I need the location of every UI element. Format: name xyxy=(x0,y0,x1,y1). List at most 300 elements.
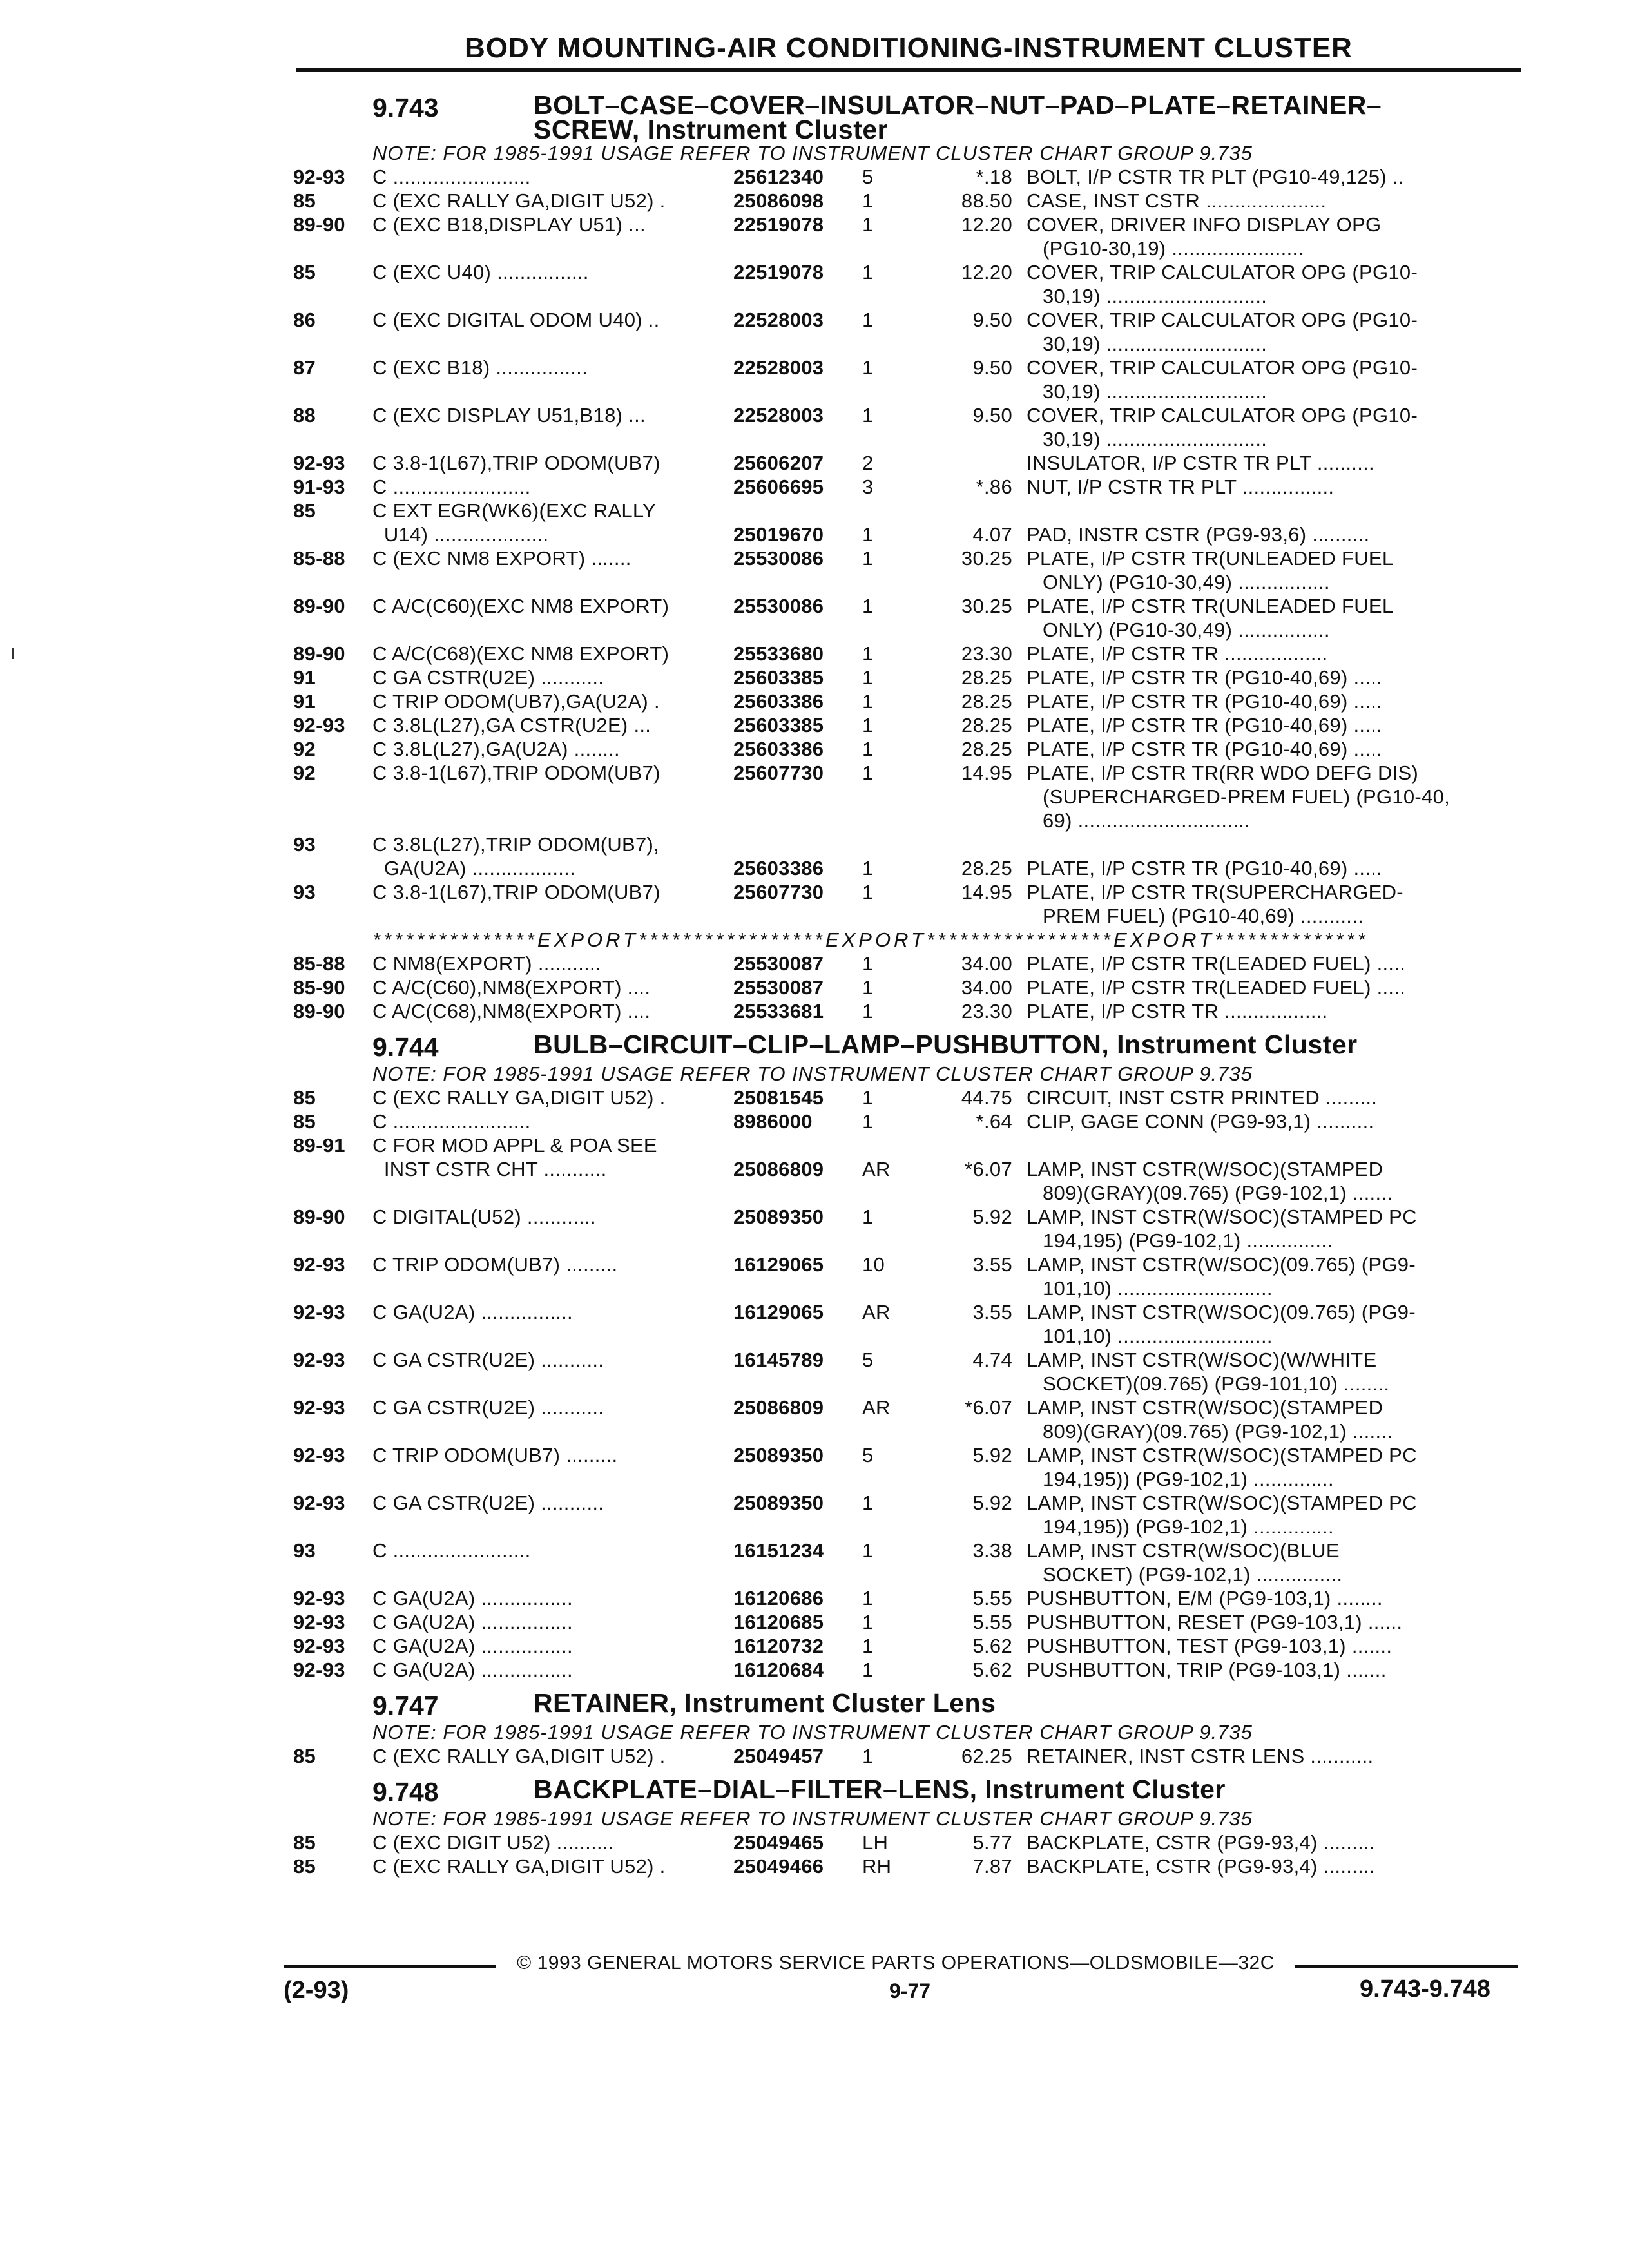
quantity: 1 xyxy=(862,1745,874,1767)
list-price: 23.30 xyxy=(961,1000,1012,1023)
description-line: PLATE, I/P CSTR TR(UNLEADED FUEL xyxy=(1027,547,1394,570)
part-row xyxy=(293,975,1524,999)
section-heading-text: BOLT–CASE–COVER–INSULATOR–NUT–PAD–PLATE–RETAINER– xyxy=(534,90,1382,120)
description-line: LAMP, INST CSTR(W/SOC)(09.765) (PG9- xyxy=(1027,1253,1416,1276)
list-price: 28.25 xyxy=(961,690,1012,713)
part-number: 25607730 xyxy=(733,881,824,903)
part-number: 16120685 xyxy=(733,1611,824,1633)
list-price: *.18 xyxy=(976,166,1012,188)
section-number: 9.743 xyxy=(372,93,439,122)
part-description xyxy=(1027,999,1523,1023)
part-row xyxy=(293,403,1524,451)
list-price: 5.92 xyxy=(972,1206,1012,1228)
part-number: 25533681 xyxy=(733,1000,824,1023)
model-years: 92 xyxy=(293,762,316,784)
quantity: AR xyxy=(862,1301,891,1323)
part-number: 25089350 xyxy=(733,1206,824,1228)
model-years: 92-93 xyxy=(293,1492,345,1514)
part-row xyxy=(293,999,1524,1023)
quantity: 1 xyxy=(862,857,874,879)
usage-text: C (EXC B18) ................ xyxy=(372,356,588,379)
part-row xyxy=(293,523,1524,546)
part-description xyxy=(1027,1491,1523,1539)
usage-text: C (EXC DISPLAY U51,B18) ... xyxy=(372,404,646,427)
description-continuation: SOCKET) (PG9-102,1) ............... xyxy=(1043,1563,1343,1586)
part-row xyxy=(293,1348,1524,1396)
quantity: 1 xyxy=(862,952,874,975)
part-row xyxy=(293,1205,1524,1253)
part-row xyxy=(293,1634,1524,1658)
part-number: 22528003 xyxy=(733,404,824,427)
list-price: 5.92 xyxy=(972,1492,1012,1514)
model-years: 92-93 xyxy=(293,1444,345,1466)
list-price: 14.95 xyxy=(961,762,1012,784)
catalog-section xyxy=(293,90,1524,1023)
section-heading-text: BACKPLATE–DIAL–FILTER–LENS, Instrument Cluster xyxy=(534,1774,1226,1804)
section-title xyxy=(293,1688,1524,1721)
description-line: NUT, I/P CSTR TR PLT ................ xyxy=(1027,476,1335,498)
list-price: 5.62 xyxy=(972,1658,1012,1681)
usage-text: C EXT EGR(WK6)(EXC RALLY xyxy=(372,499,657,522)
usage-text: C (EXC RALLY GA,DIGIT U52) . xyxy=(372,1086,666,1109)
quantity: 3 xyxy=(862,476,874,498)
list-price: 9.50 xyxy=(972,404,1012,427)
part-number: 25606695 xyxy=(733,476,824,498)
model-years: 85 xyxy=(293,261,316,284)
usage-text: INST CSTR CHT ........... xyxy=(372,1158,607,1180)
description-continuation: 69) .............................. xyxy=(1043,809,1251,832)
section-heading xyxy=(534,90,1382,144)
model-years: 92 xyxy=(293,738,316,760)
quantity: 1 xyxy=(862,1658,874,1681)
part-description xyxy=(1027,213,1523,260)
description-continuation: 194,195) (PG9-102,1) ............... xyxy=(1043,1229,1333,1252)
usage-text: C 3.8L(L27),GA(U2A) ........ xyxy=(372,738,620,760)
part-number: 22519078 xyxy=(733,261,824,284)
description-line: CIRCUIT, INST CSTR PRINTED ......... xyxy=(1027,1086,1378,1109)
usage-text: C GA CSTR(U2E) ........... xyxy=(372,1396,604,1419)
part-description xyxy=(1027,1110,1523,1133)
description-line: LAMP, INST CSTR(W/SOC)(STAMPED PC xyxy=(1027,1444,1417,1466)
section-title xyxy=(293,1032,1524,1062)
section-note: NOTE: FOR 1985-1991 USAGE REFER TO INSTRUMENT CLUSTER CHART GROUP 9.735 xyxy=(372,1807,1253,1830)
part-description xyxy=(1027,666,1523,689)
quantity: AR xyxy=(862,1158,891,1180)
usage-text: C GA(U2A) ................ xyxy=(372,1301,573,1323)
usage-text: C (EXC NM8 EXPORT) ....... xyxy=(372,547,631,570)
part-description xyxy=(1027,689,1523,713)
part-number: 25086809 xyxy=(733,1158,824,1180)
part-description xyxy=(1027,1205,1523,1253)
usage-text: C 3.8L(L27),TRIP ODOM(UB7), xyxy=(372,833,660,856)
description-continuation: 30,19) ............................ xyxy=(1043,332,1268,355)
list-price: 30.25 xyxy=(961,595,1012,617)
section-note: NOTE: FOR 1985-1991 USAGE REFER TO INSTRUMENT CLUSTER CHART GROUP 9.735 xyxy=(372,142,1253,164)
quantity: 1 xyxy=(862,881,874,903)
part-description xyxy=(1027,761,1523,832)
list-price: 28.25 xyxy=(961,714,1012,736)
part-description xyxy=(1027,737,1523,761)
section-title xyxy=(293,1774,1524,1807)
model-years: 89-90 xyxy=(293,213,345,236)
usage-text: C GA CSTR(U2E) ........... xyxy=(372,1349,604,1371)
model-years: 92-93 xyxy=(293,452,345,474)
usage-text: C ........................ xyxy=(372,1539,531,1562)
usage-text: C (EXC RALLY GA,DIGIT U52) . xyxy=(372,1855,666,1878)
description-line: PLATE, I/P CSTR TR (PG10-40,69) ..... xyxy=(1027,690,1383,713)
part-number: 25530086 xyxy=(733,547,824,570)
part-description xyxy=(1027,1253,1523,1300)
description-continuation: 194,195)) (PG9-102,1) .............. xyxy=(1043,1515,1334,1538)
part-number: 25089350 xyxy=(733,1444,824,1466)
model-years: 89-90 xyxy=(293,595,345,617)
footer-page-number: 9-77 xyxy=(889,1979,931,2003)
part-row xyxy=(293,1539,1524,1586)
model-years: 93 xyxy=(293,833,316,856)
part-row xyxy=(293,856,1524,880)
quantity: LH xyxy=(862,1831,889,1854)
description-line: PUSHBUTTON, TEST (PG9-103,1) ....... xyxy=(1027,1635,1393,1657)
part-row xyxy=(293,1253,1524,1300)
part-row xyxy=(293,880,1524,928)
usage-text: C GA CSTR(U2E) ........... xyxy=(372,1492,604,1514)
list-price: 28.25 xyxy=(961,738,1012,760)
description-line: PLATE, I/P CSTR TR(RR WDO DEFG DIS) xyxy=(1027,762,1419,784)
list-price: *.64 xyxy=(976,1110,1012,1133)
part-row xyxy=(293,1854,1524,1878)
section-note: NOTE: FOR 1985-1991 USAGE REFER TO INSTRUMENT CLUSTER CHART GROUP 9.735 xyxy=(372,1062,1253,1085)
description-line: PLATE, I/P CSTR TR(LEADED FUEL) ..... xyxy=(1027,952,1406,975)
usage-text: C A/C(C60)(EXC NM8 EXPORT) xyxy=(372,595,670,617)
catalog-section xyxy=(293,1774,1524,1878)
part-description xyxy=(1027,594,1523,642)
list-price: 12.20 xyxy=(961,261,1012,284)
part-description xyxy=(1027,1634,1523,1658)
list-price: 9.50 xyxy=(972,356,1012,379)
part-description xyxy=(1027,403,1523,451)
usage-text: C TRIP ODOM(UB7),GA(U2A) . xyxy=(372,690,660,713)
quantity: 1 xyxy=(862,261,874,284)
description-line: LAMP, INST CSTR(W/SOC)(BLUE xyxy=(1027,1539,1340,1562)
usage-text: C GA(U2A) ................ xyxy=(372,1611,573,1633)
description-line: PLATE, I/P CSTR TR (PG10-40,69) ..... xyxy=(1027,714,1383,736)
quantity: 5 xyxy=(862,166,874,188)
quantity: 1 xyxy=(862,1587,874,1610)
part-number: 8986000 xyxy=(733,1110,813,1133)
part-number: 16120686 xyxy=(733,1587,824,1610)
model-years: 92-93 xyxy=(293,1658,345,1681)
part-number: 25533680 xyxy=(733,642,824,665)
section-note: NOTE: FOR 1985-1991 USAGE REFER TO INSTRUMENT CLUSTER CHART GROUP 9.735 xyxy=(372,1721,1253,1744)
model-years: 91 xyxy=(293,666,316,689)
description-line: PLATE, I/P CSTR TR (PG10-40,69) ..... xyxy=(1027,738,1383,760)
part-description xyxy=(1027,1854,1523,1878)
description-line: RETAINER, INST CSTR LENS ........... xyxy=(1027,1745,1374,1767)
quantity: 1 xyxy=(862,1110,874,1133)
part-row xyxy=(293,213,1524,260)
description-line: PLATE, I/P CSTR TR(UNLEADED FUEL xyxy=(1027,595,1394,617)
quantity: 1 xyxy=(862,666,874,689)
part-description xyxy=(1027,1348,1523,1396)
part-row xyxy=(293,1744,1524,1768)
description-continuation: 30,19) ............................ xyxy=(1043,428,1268,450)
usage-text: C (EXC B18,DISPLAY U51) ... xyxy=(372,213,646,236)
export-banner: ***************EXPORT*****************EXPORT*****************EXPORT************** xyxy=(372,928,1369,951)
description-continuation: (SUPERCHARGED-PREM FUEL) (PG10-40, xyxy=(1043,785,1451,808)
part-row xyxy=(293,1658,1524,1682)
section-heading xyxy=(534,1688,996,1721)
quantity: 1 xyxy=(862,309,874,331)
description-line: PLATE, I/P CSTR TR .................. xyxy=(1027,642,1328,665)
part-number: 22528003 xyxy=(733,356,824,379)
part-row xyxy=(293,308,1524,356)
quantity: 1 xyxy=(862,642,874,665)
part-number: 25081545 xyxy=(733,1086,824,1109)
part-row xyxy=(293,642,1524,666)
part-row xyxy=(293,451,1524,475)
usage-text: C NM8(EXPORT) ........... xyxy=(372,952,601,975)
model-years: 92-93 xyxy=(293,1253,345,1276)
usage-text: C TRIP ODOM(UB7) ......... xyxy=(372,1444,618,1466)
usage-text: C 3.8-1(L67),TRIP ODOM(UB7) xyxy=(372,881,660,903)
catalog-content xyxy=(293,84,1524,1878)
footer-date: (2-93) xyxy=(284,1977,349,2004)
part-number: 25049465 xyxy=(733,1831,824,1854)
list-price: 9.50 xyxy=(972,309,1012,331)
model-years: 92-93 xyxy=(293,1587,345,1610)
part-description xyxy=(1027,1539,1523,1586)
list-price: *6.07 xyxy=(965,1158,1012,1180)
description-line: INSULATOR, I/P CSTR TR PLT .......... xyxy=(1027,452,1374,474)
part-row xyxy=(293,1586,1524,1610)
description-continuation: SOCKET)(09.765) (PG9-101,10) ........ xyxy=(1043,1372,1390,1395)
description-line: PLATE, I/P CSTR TR (PG10-40,69) ..... xyxy=(1027,666,1383,689)
part-number: 25530087 xyxy=(733,976,824,999)
description-line: PLATE, I/P CSTR TR .................. xyxy=(1027,1000,1328,1023)
list-price: 34.00 xyxy=(961,952,1012,975)
part-row xyxy=(293,165,1524,189)
part-number: 25086809 xyxy=(733,1396,824,1419)
description-continuation: 194,195)) (PG9-102,1) .............. xyxy=(1043,1468,1334,1490)
part-row xyxy=(293,499,1524,523)
part-row xyxy=(293,1157,1524,1205)
description-continuation: PREM FUEL) (PG10-40,69) ........... xyxy=(1043,905,1364,927)
quantity: 1 xyxy=(862,1000,874,1023)
catalog-section xyxy=(293,1688,1524,1768)
usage-text: C ........................ xyxy=(372,1110,531,1133)
part-number: 25603386 xyxy=(733,690,824,713)
part-row xyxy=(293,1443,1524,1491)
part-description xyxy=(1027,1443,1523,1491)
part-description xyxy=(1027,1086,1523,1110)
model-years: 92-93 xyxy=(293,166,345,188)
list-price: 88.50 xyxy=(961,189,1012,212)
list-price: 44.75 xyxy=(961,1086,1012,1109)
description-line: COVER, TRIP CALCULATOR OPG (PG10- xyxy=(1027,404,1418,427)
part-number: 16120732 xyxy=(733,1635,824,1657)
model-years: 91 xyxy=(293,690,316,713)
model-years: 85 xyxy=(293,499,316,522)
quantity: 1 xyxy=(862,404,874,427)
footer-rule-right xyxy=(1295,1965,1518,1968)
list-price: *6.07 xyxy=(965,1396,1012,1419)
scan-margin-mark xyxy=(12,648,14,659)
part-description xyxy=(1027,642,1523,666)
model-years: 89-91 xyxy=(293,1134,345,1157)
part-row xyxy=(293,1610,1524,1634)
usage-text: C (EXC U40) ................ xyxy=(372,261,589,284)
list-price: 12.20 xyxy=(961,213,1012,236)
quantity: 1 xyxy=(862,595,874,617)
usage-text: C ........................ xyxy=(372,166,531,188)
header-rule xyxy=(296,68,1521,72)
description-continuation: 809)(GRAY)(09.765) (PG9-102,1) ....... xyxy=(1043,1420,1393,1443)
part-number: 25606207 xyxy=(733,452,824,474)
part-row xyxy=(293,832,1524,856)
part-description xyxy=(1027,165,1523,189)
list-price: 3.38 xyxy=(972,1539,1012,1562)
usage-text: C 3.8-1(L67),TRIP ODOM(UB7) xyxy=(372,452,660,474)
part-number: 25603386 xyxy=(733,738,824,760)
part-row xyxy=(293,546,1524,594)
usage-text: C (EXC DIGITAL ODOM U40) .. xyxy=(372,309,660,331)
part-row xyxy=(293,1110,1524,1133)
quantity: 1 xyxy=(862,213,874,236)
model-years: 86 xyxy=(293,309,316,331)
list-price: 28.25 xyxy=(961,666,1012,689)
description-line: PLATE, I/P CSTR TR(LEADED FUEL) ..... xyxy=(1027,976,1406,999)
usage-text: C A/C(C60),NM8(EXPORT) .... xyxy=(372,976,651,999)
usage-text: C GA(U2A) ................ xyxy=(372,1658,573,1681)
part-description xyxy=(1027,713,1523,737)
part-row xyxy=(293,189,1524,213)
part-description xyxy=(1027,451,1523,475)
part-number: 25607730 xyxy=(733,762,824,784)
part-description xyxy=(1027,1831,1523,1854)
quantity: 1 xyxy=(862,1206,874,1228)
part-row xyxy=(293,1831,1524,1854)
quantity: 1 xyxy=(862,1539,874,1562)
model-years: 89-90 xyxy=(293,1206,345,1228)
description-line: PUSHBUTTON, TRIP (PG9-103,1) ....... xyxy=(1027,1658,1387,1681)
part-description xyxy=(1027,1610,1523,1634)
usage-text: C FOR MOD APPL & POA SEE xyxy=(372,1134,657,1157)
quantity: 1 xyxy=(862,523,874,546)
quantity: 1 xyxy=(862,738,874,760)
description-continuation: 101,10) ........................... xyxy=(1043,1277,1273,1300)
description-continuation: 30,19) ............................ xyxy=(1043,380,1268,403)
part-number: 25612340 xyxy=(733,166,824,188)
footer-group-range: 9.743-9.748 xyxy=(1360,1975,1490,2003)
part-number: 25049466 xyxy=(733,1855,824,1878)
part-number: 16145789 xyxy=(733,1349,824,1371)
usage-text: C (EXC RALLY GA,DIGIT U52) . xyxy=(372,1745,666,1767)
part-description xyxy=(1027,1396,1523,1443)
usage-text: GA(U2A) .................. xyxy=(372,857,576,879)
list-price: 5.62 xyxy=(972,1635,1012,1657)
model-years: 85 xyxy=(293,1086,316,1109)
list-price: 5.92 xyxy=(972,1444,1012,1466)
section-heading-text: RETAINER, Instrument Cluster Lens xyxy=(534,1688,996,1718)
model-years: 93 xyxy=(293,881,316,903)
part-row xyxy=(293,689,1524,713)
part-description xyxy=(1027,308,1523,356)
usage-text: C GA CSTR(U2E) ........... xyxy=(372,666,604,689)
usage-text: C GA(U2A) ................ xyxy=(372,1635,573,1657)
part-description xyxy=(1027,260,1523,308)
description-line: LAMP, INST CSTR(W/SOC)(W/WHITE xyxy=(1027,1349,1377,1371)
list-price: 4.74 xyxy=(972,1349,1012,1371)
list-price: 4.07 xyxy=(972,523,1012,546)
part-row xyxy=(293,1300,1524,1348)
part-number: 22528003 xyxy=(733,309,824,331)
part-description xyxy=(1027,1586,1523,1610)
quantity: 2 xyxy=(862,452,874,474)
description-line: BACKPLATE, CSTR (PG9-93,4) ......... xyxy=(1027,1855,1375,1878)
description-continuation: ONLY) (PG10-30,49) ................ xyxy=(1043,571,1330,593)
description-line: PLATE, I/P CSTR TR (PG10-40,69) ..... xyxy=(1027,857,1383,879)
model-years: 85 xyxy=(293,189,316,212)
part-number: 25530087 xyxy=(733,952,824,975)
part-row xyxy=(293,737,1524,761)
part-number: 25086098 xyxy=(733,189,824,212)
catalog-section xyxy=(293,1032,1524,1682)
description-line: CLIP, GAGE CONN (PG9-93,1) .......... xyxy=(1027,1110,1374,1133)
quantity: AR xyxy=(862,1396,891,1419)
model-years: 89-90 xyxy=(293,1000,345,1023)
model-years: 92-93 xyxy=(293,1396,345,1419)
footer-rule-left xyxy=(284,1965,496,1968)
model-years: 85-88 xyxy=(293,547,345,570)
usage-text: C GA(U2A) ................ xyxy=(372,1587,573,1610)
list-price: 28.25 xyxy=(961,857,1012,879)
section-number: 9.747 xyxy=(372,1691,439,1720)
model-years: 93 xyxy=(293,1539,316,1562)
part-number: 25603386 xyxy=(733,857,824,879)
description-line: LAMP, INST CSTR(W/SOC)(STAMPED xyxy=(1027,1158,1383,1180)
list-price: 23.30 xyxy=(961,642,1012,665)
model-years: 85 xyxy=(293,1745,316,1767)
part-row xyxy=(293,356,1524,403)
usage-text: C 3.8-1(L67),TRIP ODOM(UB7) xyxy=(372,762,660,784)
description-continuation: 809)(GRAY)(09.765) (PG9-102,1) ....... xyxy=(1043,1182,1393,1204)
part-description xyxy=(1027,523,1523,546)
usage-text: C (EXC RALLY GA,DIGIT U52) . xyxy=(372,189,666,212)
quantity: RH xyxy=(862,1855,892,1878)
list-price: 14.95 xyxy=(961,881,1012,903)
quantity: 1 xyxy=(862,189,874,212)
part-number: 25019670 xyxy=(733,523,824,546)
part-row xyxy=(293,761,1524,832)
part-number: 25530086 xyxy=(733,595,824,617)
model-years: 85-88 xyxy=(293,952,345,975)
part-description xyxy=(1027,475,1523,499)
quantity: 1 xyxy=(862,1635,874,1657)
model-years: 85 xyxy=(293,1831,316,1854)
list-price: 30.25 xyxy=(961,547,1012,570)
section-heading xyxy=(534,1774,1226,1807)
description-line: LAMP, INST CSTR(W/SOC)(09.765) (PG9- xyxy=(1027,1301,1416,1323)
part-number: 25603385 xyxy=(733,666,824,689)
quantity: 1 xyxy=(862,690,874,713)
quantity: 1 xyxy=(862,1611,874,1633)
list-price: 34.00 xyxy=(961,976,1012,999)
description-line: COVER, DRIVER INFO DISPLAY OPG xyxy=(1027,213,1382,236)
part-description xyxy=(1027,1744,1523,1768)
part-row xyxy=(293,475,1524,499)
model-years: 88 xyxy=(293,404,316,427)
part-row xyxy=(293,1491,1524,1539)
